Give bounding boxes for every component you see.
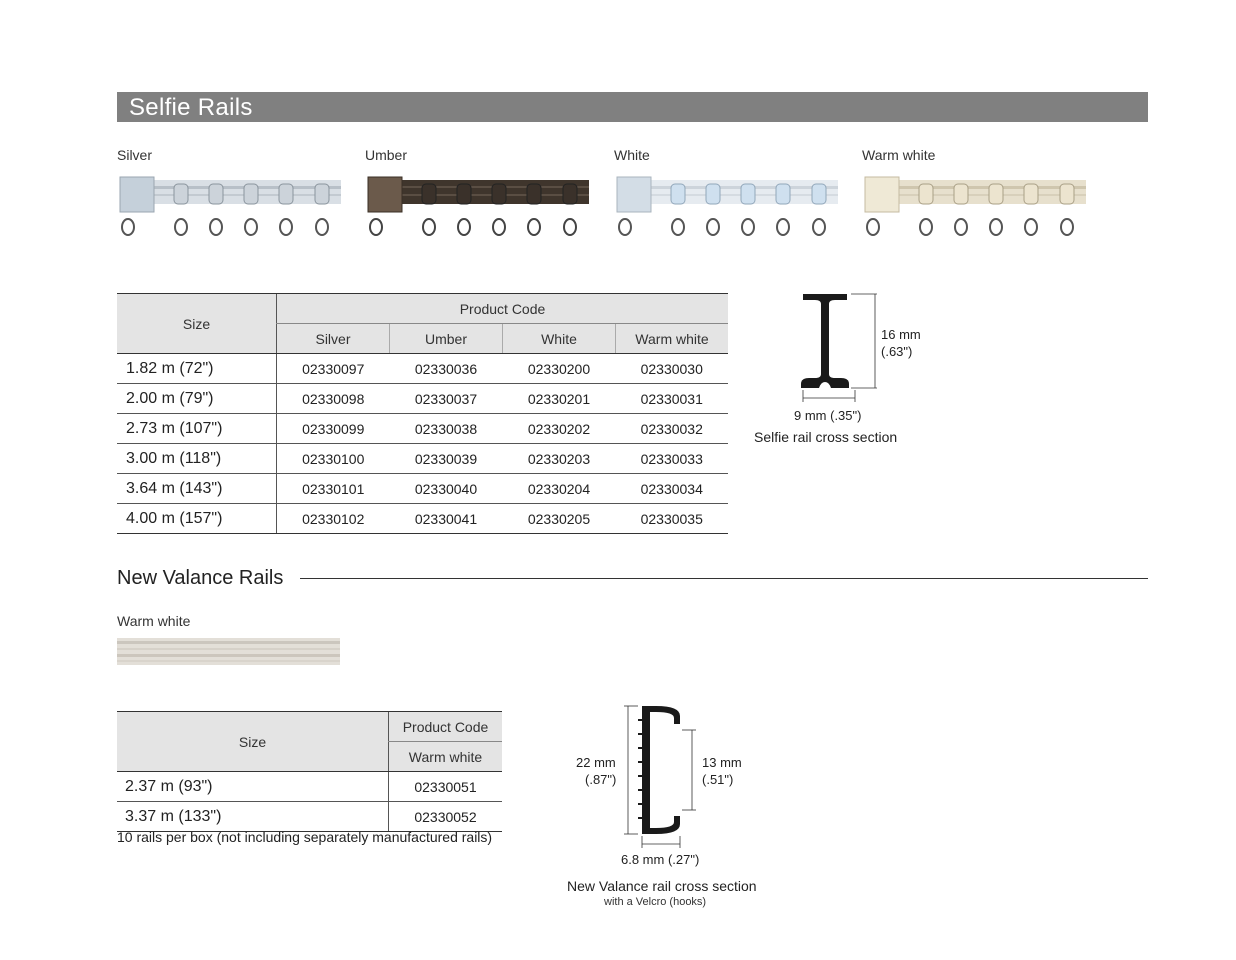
code-cell: 02330037 [390,384,503,414]
valance-inner-in: (.51") [702,772,734,787]
table-row [117,504,728,534]
table-row [117,772,502,802]
size-cell: 2.00 m (79") [117,384,277,414]
valance-product-table [117,711,502,832]
table-row [117,444,728,474]
section-divider [300,578,1148,579]
rail-image-silver [117,172,341,238]
product-code-header: Product Code [389,712,503,742]
color-label-white: White [614,147,650,163]
code-cell: 02330201 [503,384,616,414]
table-row [117,474,728,504]
size-cell: 1.82 m (72") [117,354,277,384]
size-cell: 4.00 m (157") [117,504,277,534]
table-row [117,384,728,414]
code-cell: 02330041 [390,504,503,534]
valance-width-label: 6.8 mm (.27") [621,852,700,867]
valance-diagram-caption: New Valance rail cross section [567,878,757,894]
code-cell: 02330038 [390,414,503,444]
code-cell: 02330032 [616,414,729,444]
code-cell: 02330039 [390,444,503,474]
col-header-white: White [503,324,616,354]
size-cell: 2.37 m (93") [117,772,389,802]
size-cell: 3.37 m (133") [117,802,389,832]
code-cell: 02330204 [503,474,616,504]
code-cell: 02330203 [503,444,616,474]
code-cell: 02330040 [390,474,503,504]
table-row [117,802,502,832]
code-cell: 02330036 [390,354,503,384]
selfie-width-label: 9 mm (.35") [794,408,862,423]
size-header: Size [117,294,277,354]
code-cell: 02330101 [277,474,390,504]
color-label-silver: Silver [117,147,153,163]
size-cell: 2.73 m (107") [117,414,277,444]
color-label-umber: Umber [365,147,408,163]
table-row [117,414,728,444]
box-note: 10 rails per box (not including separately manufactured rails) [117,829,493,845]
valance-diagram-subcaption: with a Velcro (hooks) [604,896,707,908]
selfie-cross-section-diagram [795,290,885,410]
selfie-height-in: (.63") [881,344,913,359]
size-cell: 3.64 m (143") [117,474,277,504]
code-cell: 02330033 [616,444,729,474]
code-cell: 02330200 [503,354,616,384]
valance-outer-in: (.87") [585,772,617,787]
size-cell: 3.00 m (118") [117,444,277,474]
code-cell: 02330205 [503,504,616,534]
selfie-diagram-caption: Selfie rail cross section [754,429,898,445]
code-cell: 02330035 [616,504,729,534]
rail-image-white [614,172,838,238]
rail-image-warm-white [862,172,1086,238]
code-cell: 02330202 [503,414,616,444]
valance-rail-image [117,638,340,665]
color-label-warm-white: Warm white [862,147,936,163]
table-row [117,354,728,384]
section-title: Selfie Rails [129,94,253,121]
valance-inner-mm: 13 mm [702,755,742,770]
selfie-height-mm: 16 mm [881,327,921,342]
rail-image-umber [365,172,589,238]
code-cell: 02330031 [616,384,729,414]
col-header-warm-white: Warm white [616,324,729,354]
col-header-umber: Umber [390,324,503,354]
section-heading-valance: New Valance Rails [117,567,284,589]
valance-cross-section-diagram [620,700,700,850]
code-cell: 02330098 [277,384,390,414]
color-label-valance: Warm white [117,613,191,629]
code-cell: 02330030 [616,354,729,384]
code-cell: 02330097 [277,354,390,384]
valance-outer-mm: 22 mm [576,755,616,770]
col-header-warm-white: Warm white [389,742,503,772]
col-header-silver: Silver [277,324,390,354]
code-cell: 02330100 [277,444,390,474]
code-cell: 02330051 [389,772,503,802]
product-code-header: Product Code [277,294,729,324]
code-cell: 02330034 [616,474,729,504]
code-cell: 02330052 [389,802,503,832]
code-cell: 02330102 [277,504,390,534]
size-header: Size [117,712,389,772]
selfie-product-table [117,293,728,534]
section-title-bar [117,92,1148,122]
code-cell: 02330099 [277,414,390,444]
